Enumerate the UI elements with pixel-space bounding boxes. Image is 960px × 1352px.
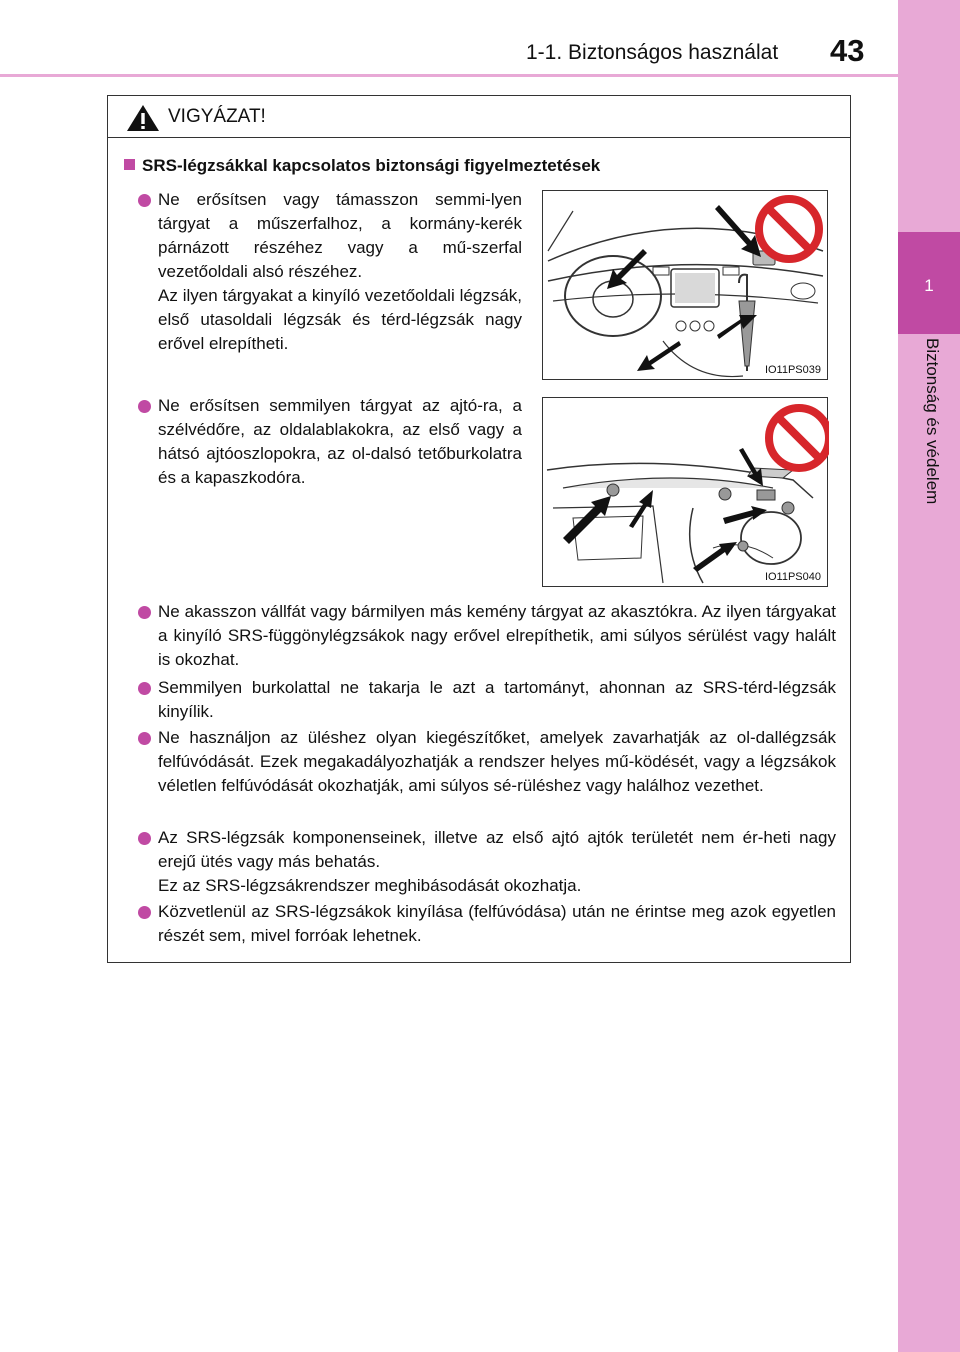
section-title: SRS-légzsákkal kapcsolatos biztonsági figyelmeztetések	[124, 156, 600, 176]
bullet-icon	[138, 906, 151, 919]
item-text: Ne erősítsen semmilyen tárgyat az ajtó-ra, a szélvédőre, az oldalablakokra, az első vagy a hátsó ajtóoszlopokra, az ol-dalsó tetőburkolatra és a kapaszkodóra.	[158, 396, 522, 487]
bullet-icon	[138, 732, 151, 745]
list-item	[158, 188, 522, 356]
item-text: Ne erősítsen vagy támasszon semmi-lyen tárgyat a műszerfalhoz, a kormány-kerék párnázott részéhez vagy a mű-szerfal vezetőoldali alsó részéhez.	[158, 190, 522, 281]
list-item	[158, 900, 836, 948]
list-item	[158, 826, 836, 898]
item-text: Közvetlenül az SRS-légzsákok kinyílása (felfúvódása) után ne érintse meg azok egyetlen részét sem, mivel forróak lehetnek.	[158, 902, 836, 945]
warning-triangle-icon	[126, 104, 160, 132]
bullet-icon	[138, 832, 151, 845]
chapter-number: 1	[924, 276, 934, 295]
door-pillar-drawing	[543, 398, 829, 588]
list-item	[158, 394, 522, 490]
door-pillar-illustration	[542, 397, 828, 587]
bullet-icon	[138, 682, 151, 695]
item-text: Semmilyen burkolattal ne takarja le azt a tartományt, ahonnan az SRS-térd-légzsák kinyílik.	[158, 678, 836, 721]
item-text: Ez az SRS-légzsákrendszer meghibásodását okozhatja.	[158, 876, 582, 895]
dashboard-drawing	[543, 191, 829, 381]
image-code: IO11PS040	[764, 571, 821, 583]
prohibition-icon	[759, 199, 819, 259]
list-item	[158, 726, 836, 798]
item-text: Ne akasszon vállfát vagy bármilyen más kemény tárgyat az akasztókra. Az ilyen tárgyakat a kinyíló SRS-függönylégzsákok nagy erővel elrepíthetik, ami súlyos sérülést vagy halált is okozhat.	[158, 602, 836, 669]
page-number: 43	[830, 33, 865, 68]
list-item	[158, 676, 836, 724]
image-code: IO11PS039	[764, 364, 821, 376]
page-title: 1-1. Biztonságos használat	[526, 41, 779, 64]
item-text: Az SRS-légzsák komponenseinek, illetve az első ajtó ajtók területét nem ér-heti nagy erejű ütés vagy más behatás.	[158, 828, 836, 871]
square-bullet-icon	[124, 159, 135, 170]
prohibition-icon	[769, 408, 829, 468]
chapter-title: Biztonság és védelem	[923, 338, 942, 505]
bullet-icon	[138, 400, 151, 413]
dashboard-illustration	[542, 190, 828, 380]
warning-box	[107, 95, 851, 963]
list-item	[158, 600, 836, 672]
item-text: Az ilyen tárgyakat a kinyíló vezetőoldali légzsák, első utasoldali légzsák és térd-légzsák nagy erővel elrepítheti.	[158, 286, 522, 353]
warning-label: VIGYÁZAT!	[168, 106, 266, 127]
warning-header	[108, 96, 850, 138]
bullet-icon	[138, 194, 151, 207]
chapter-side-tab	[898, 0, 960, 1352]
item-text: Ne használjon az üléshez olyan kiegészítőket, amelyek zavarhatják az ol-dallégzsák felfúvódását. Ezek megakadályozhatják a rendszer helyes mű-ködését, vagy a légzsákok véletlen felfúvódását okozhatják, ami súlyos sé-rüléshez vagy halálhoz vezethet.	[158, 728, 836, 795]
header-divider	[0, 74, 898, 77]
bullet-icon	[138, 606, 151, 619]
